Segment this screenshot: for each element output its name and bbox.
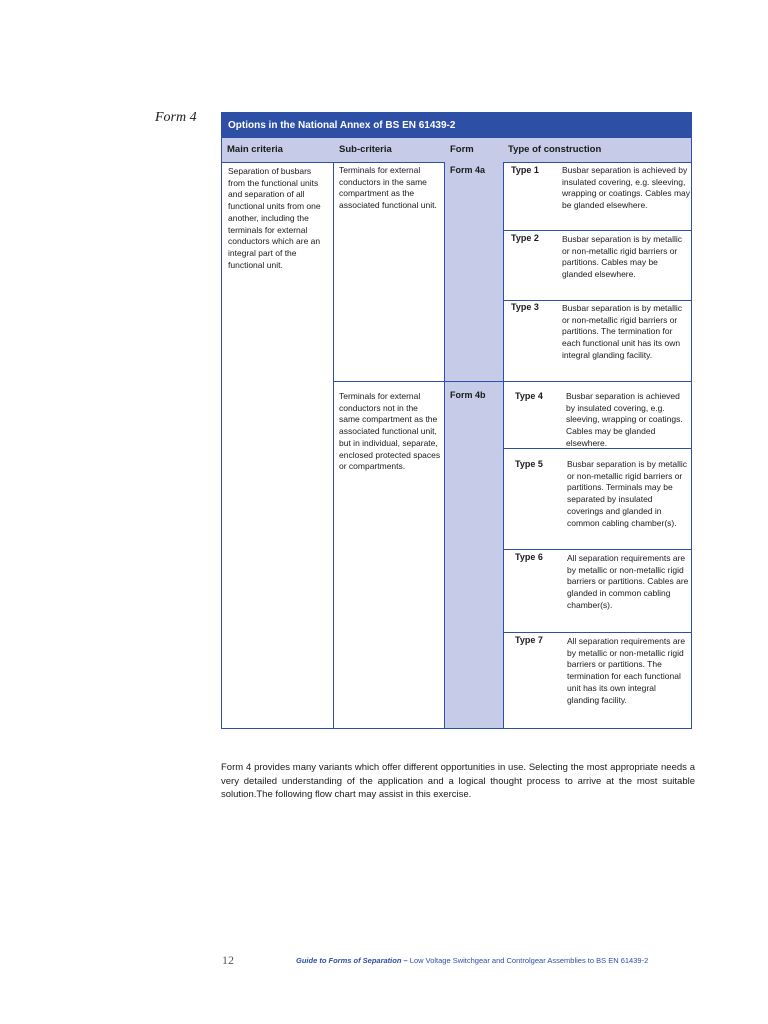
form4-options-table xyxy=(221,112,692,729)
type-description: All separation requirements are by metallic or non-metallic rigid barriers or partitions. Cables are glanded in common cabling chamber(s). xyxy=(567,553,689,610)
footer-title-bold: Guide to Forms of Separation – xyxy=(296,956,408,965)
type-label: Type 7 xyxy=(515,635,543,645)
row-divider xyxy=(504,300,691,301)
page-number: 12 xyxy=(222,953,234,967)
type-description: Busbar separation is achieved by insulated covering, e.g. sleeving, wrapping or coatings. Cables may be glanded elsewhere. xyxy=(562,165,691,211)
form-column-fill xyxy=(445,162,503,728)
type-description: All separation requirements are by metallic or non-metallic rigid barriers or partitions. The termination for each functional unit has its own integral glanding facility. xyxy=(567,636,686,705)
type-label: Type 2 xyxy=(511,233,539,243)
section-label: Form 4 xyxy=(155,110,197,125)
type-label: Type 5 xyxy=(515,459,543,469)
header-form: Form xyxy=(450,144,474,155)
table-title: Options in the National Annex of BS EN 61439-2 xyxy=(222,113,691,138)
form-label: Form 4a xyxy=(450,165,486,175)
type-description: Busbar separation is by metallic or non-metallic rigid barriers or partitions. Terminals may be separated by insulated coverings and glanded in common cabling chamber(s). xyxy=(567,459,688,528)
type-description: Busbar separation is by metallic or non-metallic rigid barriers or partitions. The termination for each functional unit has its own integral glanding facility. xyxy=(562,303,683,360)
type-description: Busbar separation is by metallic or non-metallic rigid barriers or partitions. Cables may be glanded elsewhere. xyxy=(562,234,683,280)
type-description: Busbar separation is achieved by insulated covering, e.g. sleeving, wrapping or coatings. Cables may be glanded elsewhere. xyxy=(566,391,683,448)
row-divider xyxy=(504,549,691,550)
grid-line xyxy=(333,162,334,728)
body-paragraph: Form 4 provides many variants which offer different opportunities in use. Selecting the most appropriate needs a very detailed understanding of the application and a logical thought process to arrive at the most suitable solution.The following flow chart may assist in this exercise. xyxy=(221,762,695,800)
main-criteria-text: Separation of busbars from the functional units and separation of all functional units from one another, including the terminals for external conductors which are an integral part of the functional unit. xyxy=(228,166,321,270)
grid-line xyxy=(444,162,445,728)
type-label: Type 3 xyxy=(511,302,539,312)
type-label: Type 1 xyxy=(511,165,539,175)
type-label: Type 4 xyxy=(515,391,543,401)
grid-line xyxy=(503,162,504,728)
header-type-of-construction: Type of construction xyxy=(508,144,602,155)
row-divider xyxy=(504,230,691,231)
sub-criteria-text: Terminals for external conductors not in the same compartment as the associated functional unit, but in individual, separate, enclosed protected spaces or compartments. xyxy=(339,391,441,472)
sub-criteria-text: Terminals for external conductors in the same compartment as the associated functional unit. xyxy=(339,165,437,211)
form-label: Form 4b xyxy=(450,390,486,400)
running-footer xyxy=(296,956,696,965)
header-main-criteria: Main criteria xyxy=(227,144,283,155)
row-divider xyxy=(504,632,691,633)
group-divider xyxy=(334,381,691,382)
footer-title-rest: Low Voltage Switchgear and Controlgear Assemblies to BS EN 61439-2 xyxy=(407,956,649,965)
header-sub-criteria: Sub-criteria xyxy=(339,144,392,155)
type-label: Type 6 xyxy=(515,552,543,562)
table-header-row xyxy=(222,138,691,163)
